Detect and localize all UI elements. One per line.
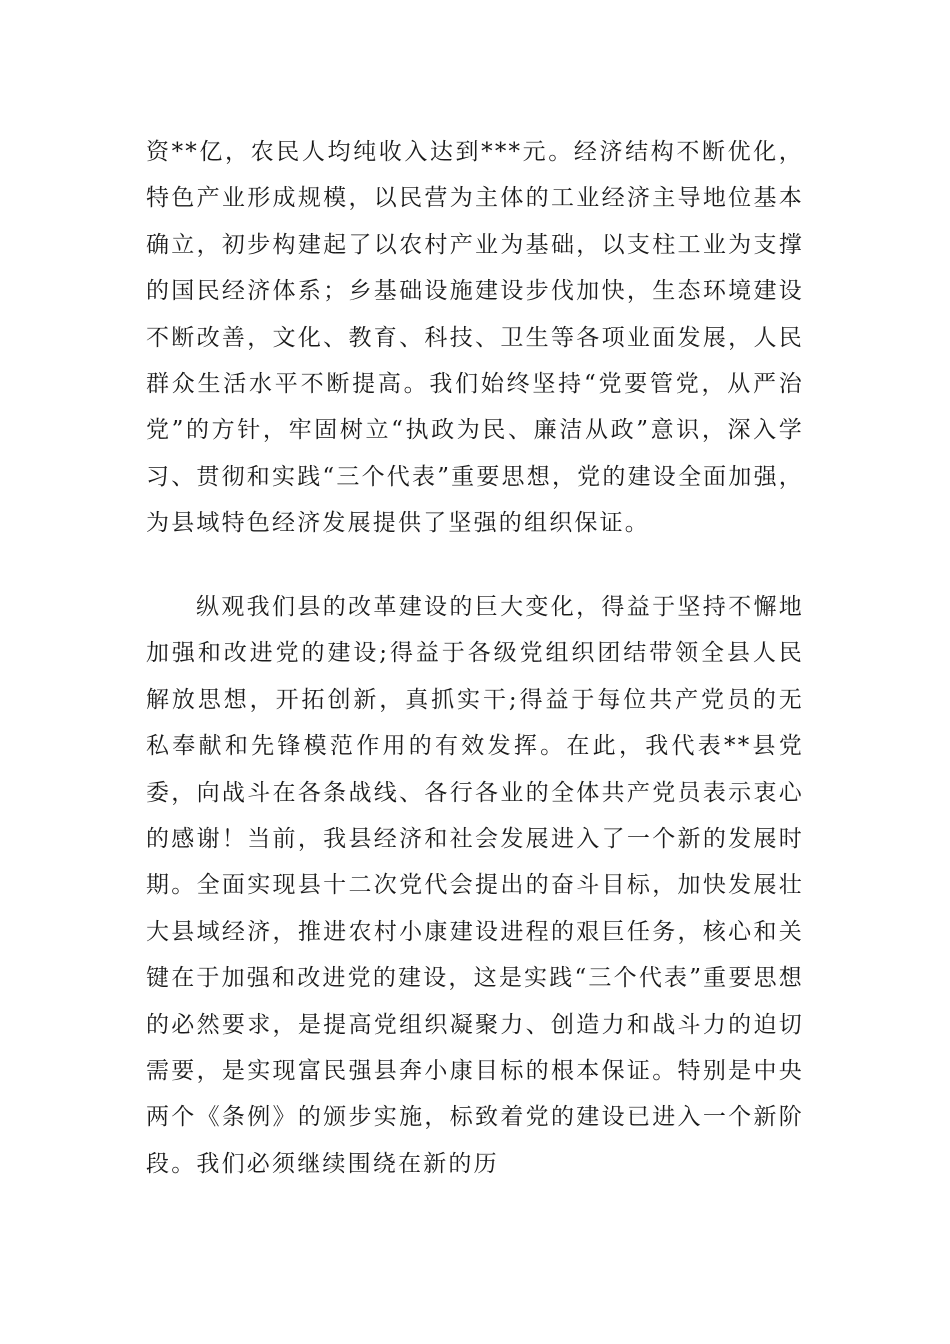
- body-paragraph-1: [146, 129, 804, 547]
- paragraph-text: 资**亿，农民人均纯收入达到***元。经济结构不断优化，特色产业形成规模，以民营为主体的工业经济主导地位基本确立，初步构建起了以农村产业为基础，以支柱工业为支撑的国民经济体系；乡基础设施建设步伐加快，生态环境建设不断改善，文化、教育、科技、卫生等各项业面发展，人民群众生活水平不断提高。我们始终坚持“党要管党，从严治党”的方针，牢固树立“执政为民、廉洁从政”意识，深入学习、贯彻和实践“三个代表”重要思想，党的建设全面加强，为县域特色经济发展提供了坚强的组织保证。: [146, 139, 804, 537]
- paragraph-text: 纵观我们县的改革建设的巨大变化，得益于坚持不懈地加强和改进党的建设;得益于各级党组织团结带领全县人民解放思想，开拓创新，真抓实干;得益于每位共产党员的无私奉献和先锋模范作用的有效发挥。在此，我代表**县党委，向战斗在各条战线、各行各业的全体共产党员表示衷心的感谢！当前，我县经济和社会发展进入了一个新的发展时期。全面实现县十二次党代会提出的奋斗目标，加快发展壮大县域经济，推进农村小康建设进程的艰巨任务，核心和关键在于加强和改进党的建设，这是实践“三个代表”重要思想的必然要求，是提高党组织凝聚力、创造力和战斗力的迫切需要，是实现富民强县奔小康目标的根本保证。特别是中央两个《条例》的颁步实施，标致着党的建设已进入一个新阶段。我们必须继续围绕在新的历: [146, 594, 804, 1177]
- body-paragraph-2: [146, 584, 804, 1187]
